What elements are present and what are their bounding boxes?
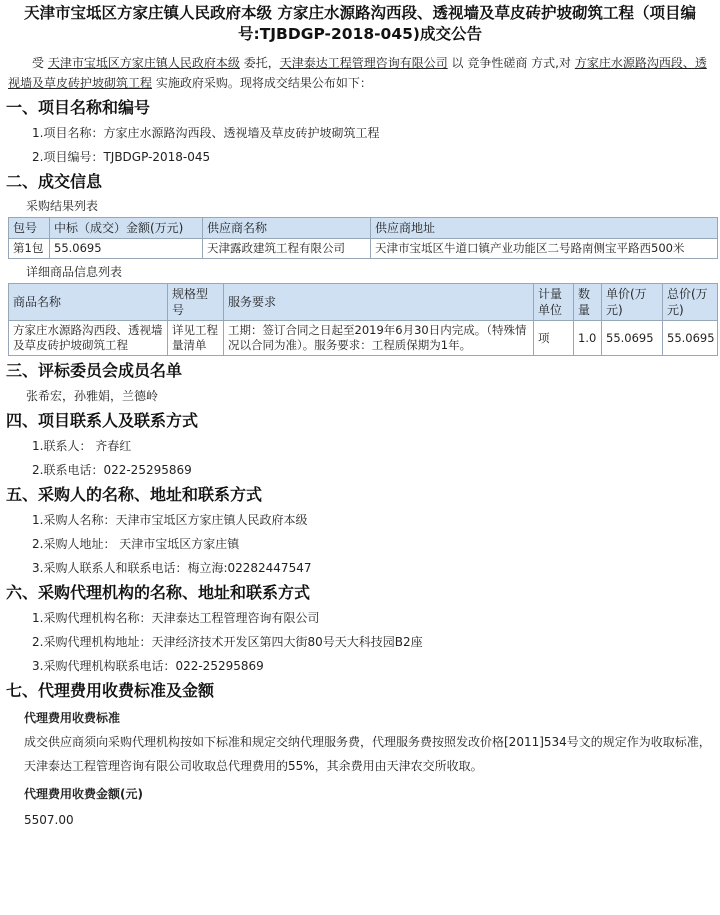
cell-supplier: 天津露政建筑工程有限公司 [203, 239, 371, 259]
result-table-caption: 采购结果列表 [26, 199, 99, 213]
section-1-heading: 一、项目名称和编号 [6, 98, 151, 117]
header-package: 包号 [9, 218, 50, 239]
result-table-header [9, 218, 718, 239]
section-6-heading: 六、采购代理机构的名称、地址和联系方式 [6, 583, 311, 602]
purchaser-name: 1.采购人名称：天津市宝坻区方家庄镇人民政府本级 [32, 513, 308, 527]
header-service: 服务要求 [224, 284, 534, 321]
detail-table-header [9, 284, 718, 321]
header-supplier: 供应商名称 [203, 218, 371, 239]
cell-amount: 55.0695 [50, 239, 203, 259]
cell-service: 工期：签订合同之日起至2019年6月30日内完成。（特殊情况以合同为准）。服务要求：工程质保期为1年。 [224, 321, 534, 356]
table-row [9, 321, 718, 356]
intro-paragraph [4, 53, 716, 93]
header-unit: 计量单位 [534, 284, 574, 321]
fee-standard-label: 代理费用收费标准 [24, 711, 121, 725]
section-2-heading: 二、成交信息 [6, 172, 103, 191]
intro-text-3: 以 竞争性磋商 方式,对 [451, 56, 571, 70]
project-link[interactable]: 方家庄水源路沟西段、透视墙及草皮砖护坡砌筑工程 [8, 56, 707, 90]
fee-standard-text: 成交供应商须向采购代理机构按如下标准和规定交纳代理服务费，代理服务费按照发改价格[2011]534号文的规定作为收取标准，天津泰达工程管理咨询有限公司收取总代理费用的55%，其余费用由天津农交所收取。 [24, 735, 711, 773]
contact-person: 1.联系人： 齐春红 [32, 439, 132, 453]
section-7-heading: 七、代理费用收费标准及金额 [6, 681, 215, 700]
fee-amount-value: 5507.00 [24, 813, 74, 827]
section-3-heading: 三、评标委员会成员名单 [6, 361, 183, 380]
cell-item-name: 方家庄水源路沟西段、透视墙及草皮砖护坡砌筑工程 [9, 321, 168, 356]
cell-package: 第1包 [9, 239, 50, 259]
cell-unit: 项 [534, 321, 574, 356]
cell-spec: 详见工程量清单 [168, 321, 224, 356]
agency-name: 1.采购代理机构名称：天津泰达工程管理咨询有限公司 [32, 611, 320, 625]
header-spec: 规格型号 [168, 284, 224, 321]
header-item-name: 商品名称 [9, 284, 168, 321]
purchaser-contact: 3.采购人联系人和联系电话：梅立海:02282447547 [32, 561, 312, 575]
table-row [9, 239, 718, 259]
project-code-line: 2.项目编号：TJBDGP-2018-045 [32, 150, 211, 164]
section-5-heading: 五、采购人的名称、地址和联系方式 [6, 485, 263, 504]
cell-total-price: 55.0695 [663, 321, 718, 356]
intro-text-1: 受 [32, 56, 45, 70]
committee-members: 张希宏，孙雅娟，兰德岭 [26, 389, 159, 403]
purchaser-link[interactable]: 天津市宝坻区方家庄镇人民政府本级 [47, 56, 240, 70]
header-amount: 中标（成交）金额(万元) [50, 218, 203, 239]
purchaser-address: 2.采购人地址： 天津市宝坻区方家庄镇 [32, 537, 240, 551]
cell-qty: 1.0 [574, 321, 602, 356]
agency-link[interactable]: 天津泰达工程管理咨询有限公司 [279, 56, 448, 70]
cell-address: 天津市宝坻区牛道口镇产业功能区二号路南侧宝平路西500米 [371, 239, 718, 259]
fee-amount-label: 代理费用收费金额(元) [24, 787, 143, 801]
header-unit-price: 单价(万元) [602, 284, 663, 321]
header-total-price: 总价(万元) [663, 284, 718, 321]
result-table [8, 217, 718, 259]
detail-table [8, 283, 718, 356]
cell-unit-price: 55.0695 [602, 321, 663, 356]
detail-table-caption: 详细商品信息列表 [26, 265, 123, 279]
agency-phone: 3.采购代理机构联系电话：022-25295869 [32, 659, 264, 673]
project-name-line: 1.项目名称：方家庄水源路沟西段、透视墙及草皮砖护坡砌筑工程 [32, 126, 380, 140]
section-4-heading: 四、项目联系人及联系方式 [6, 411, 199, 430]
header-qty: 数量 [574, 284, 602, 321]
intro-text-4: 实施政府采购。现将成交结果公布如下： [155, 76, 372, 90]
page-title: 天津市宝坻区方家庄镇人民政府本级 方家庄水源路沟西段、透视墙及草皮砖护坡砌筑工程（项目编号:TJBDGP-2018-045)成交公告 [24, 4, 696, 43]
agency-address: 2.采购代理机构地址：天津经济技术开发区第四大街80号天大科技园B2座 [32, 635, 423, 649]
intro-text-2: 委托， [243, 56, 280, 70]
contact-phone: 2.联系电话：022-25295869 [32, 463, 192, 477]
header-address: 供应商地址 [371, 218, 718, 239]
